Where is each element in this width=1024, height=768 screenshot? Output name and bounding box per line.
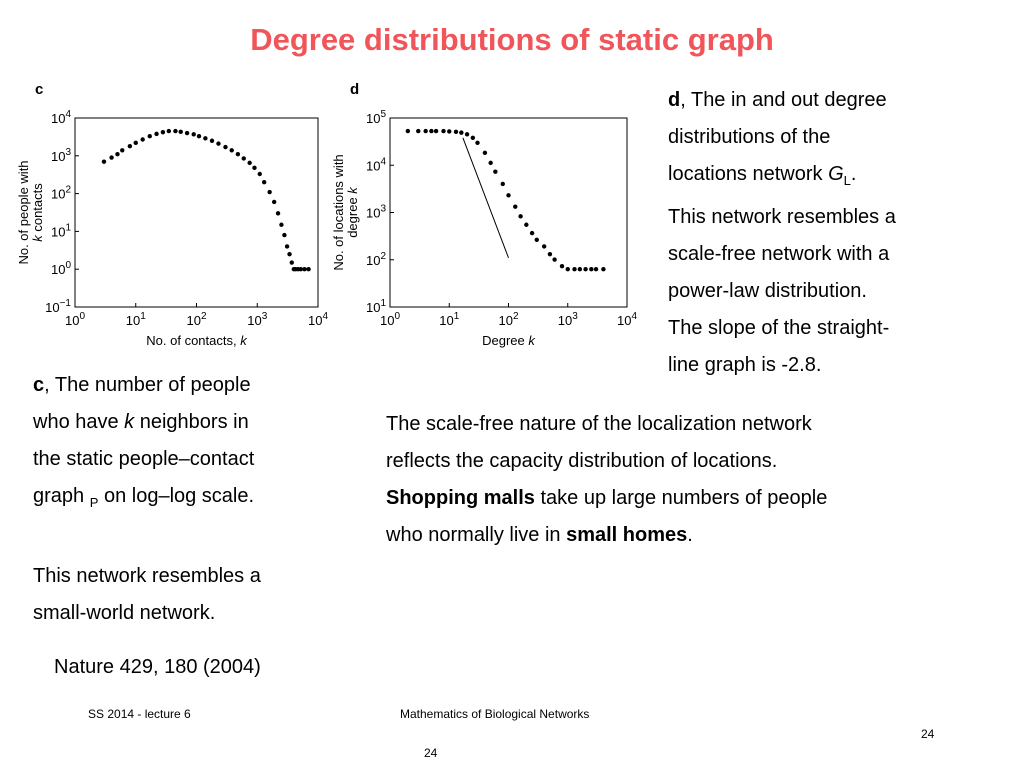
chart-c (10, 80, 340, 355)
data-point (506, 193, 510, 197)
caption-c-lead: c (33, 374, 45, 396)
caption-d-line (668, 156, 1018, 199)
caption-c-line (33, 478, 353, 521)
y-tick-label: $10^2$ (365, 250, 386, 268)
plot-frame (75, 118, 318, 307)
data-point (252, 166, 256, 170)
panel-label: c (35, 81, 44, 98)
data-point (542, 244, 546, 248)
data-point (258, 172, 262, 176)
caption-d-line: power-law distribution. (668, 280, 867, 302)
data-point (247, 161, 251, 165)
data-point (148, 134, 152, 138)
caption-c-line: the static people–contact (33, 448, 255, 470)
data-point (530, 231, 534, 235)
data-point (102, 159, 106, 163)
data-point (601, 267, 605, 271)
caption-d-line: The slope of the straight- (668, 317, 890, 339)
paragraph-text: who normally live in (386, 524, 567, 546)
data-point (192, 132, 196, 136)
paragraph-emphasis: Shopping malls (386, 487, 535, 509)
data-point (242, 156, 246, 160)
x-tick-label: $10^4$ (307, 311, 329, 328)
y-axis-label: No. of locations with (331, 154, 346, 271)
data-point (560, 264, 564, 268)
y-tick-label: $10^0$ (50, 260, 71, 278)
caption-c-text: neighbors in (134, 411, 249, 433)
figure-c (10, 80, 340, 355)
x-tick-label: $10^0$ (64, 311, 86, 328)
x-tick-label: $10^3$ (247, 311, 268, 328)
paragraph-text: . (687, 524, 693, 546)
data-point (566, 267, 570, 271)
data-point (299, 267, 303, 271)
data-point (115, 152, 119, 156)
data-point (471, 136, 475, 140)
caption-d-line: line graph is -2.8. (668, 354, 822, 376)
caption-c-line: This network resembles a (33, 565, 261, 587)
data-point (216, 141, 220, 145)
data-point (179, 130, 183, 134)
data-point (572, 267, 576, 271)
data-point (465, 132, 469, 136)
caption-d-text: , The in and out degree (680, 89, 887, 111)
data-point (423, 129, 427, 133)
caption-c-variable: k (124, 411, 135, 433)
data-point (282, 233, 286, 237)
caption-c-subscript: P (89, 495, 99, 510)
data-point (167, 129, 171, 133)
caption-c-spacer (33, 521, 353, 558)
caption-c-line (33, 404, 353, 441)
data-point (441, 129, 445, 133)
y-axis-label: degree k (345, 187, 360, 238)
x-axis-label: Degree k (482, 333, 535, 348)
data-point (197, 134, 201, 138)
data-point (272, 200, 276, 204)
caption-d-text: . (850, 163, 857, 185)
data-point (267, 190, 271, 194)
data-point (447, 129, 451, 133)
data-point (185, 131, 189, 135)
data-point (552, 257, 556, 261)
data-point (483, 151, 487, 155)
data-point (594, 267, 598, 271)
caption-c-line: small-world network. (33, 602, 216, 624)
data-point (285, 244, 289, 248)
data-point (501, 182, 505, 186)
data-point (306, 267, 310, 271)
data-point (475, 141, 479, 145)
y-axis-label-group (331, 154, 360, 270)
y-tick-label: $10^3$ (50, 146, 71, 164)
page-number-bottom: 24 (424, 746, 438, 760)
caption-d-text: locations network (668, 163, 829, 185)
data-point (236, 152, 240, 156)
y-tick-label: $10^1$ (365, 298, 386, 315)
data-point (230, 148, 234, 152)
caption-c-text: , The number of people (44, 374, 251, 396)
data-point (262, 180, 266, 184)
data-point (223, 145, 227, 149)
data-point (434, 129, 438, 133)
data-point (488, 161, 492, 165)
data-point (134, 141, 138, 145)
y-axis-label: No. of people with (16, 160, 31, 265)
body-paragraph (386, 406, 1016, 554)
data-point (140, 137, 144, 141)
citation: Nature 429, 180 (2004) (54, 656, 261, 678)
caption-d-subscript: L (843, 173, 851, 188)
paragraph-line (386, 480, 1016, 517)
data-point (173, 129, 177, 133)
data-point (493, 169, 497, 173)
footer-lecture: SS 2014 - lecture 6 (88, 707, 191, 721)
data-point (548, 252, 552, 256)
caption-d-line: This network resembles a (668, 206, 896, 228)
data-point (279, 223, 283, 227)
caption-c (33, 367, 353, 632)
data-point (290, 260, 294, 264)
data-point (416, 129, 420, 133)
data-point (109, 155, 113, 159)
data-point (154, 132, 158, 136)
y-tick-label: $10^4$ (365, 156, 386, 174)
data-point (203, 136, 207, 140)
x-tick-label: $10^1$ (125, 311, 146, 328)
data-point (524, 223, 528, 227)
y-tick-label: $10^2$ (50, 184, 71, 202)
data-point (120, 148, 124, 152)
chart-d (331, 80, 645, 355)
y-tick-label: $10^3$ (365, 203, 386, 221)
y-axis-label-group (16, 160, 45, 264)
x-tick-label: $10^4$ (616, 311, 638, 328)
paragraph-emphasis: small homes (566, 524, 688, 546)
x-tick-label: $10^0$ (379, 311, 401, 328)
fit-line (463, 138, 509, 258)
data-point (429, 129, 433, 133)
data-point (287, 252, 291, 256)
paragraph-line: The scale-free nature of the localization network (386, 413, 812, 435)
x-tick-label: $10^2$ (498, 311, 519, 328)
data-point (459, 130, 463, 134)
panel-label: d (350, 81, 360, 98)
x-tick-label: $10^2$ (186, 311, 207, 328)
slide-title: Degree distributions of static graph (250, 22, 774, 57)
caption-d-line (668, 82, 1018, 119)
caption-c-text: who have (33, 411, 125, 433)
y-tick-label: $10^{-1}$ (45, 298, 71, 315)
data-point (578, 267, 582, 271)
paragraph-text: take up large numbers of people (534, 487, 828, 509)
data-point (535, 238, 539, 242)
caption-c-text: on log–log scale. (98, 485, 255, 507)
data-point (454, 130, 458, 134)
y-tick-label: $10^1$ (50, 222, 71, 240)
paragraph-line (386, 517, 1016, 554)
y-tick-label: $10^5$ (365, 109, 386, 126)
caption-d-variable: G (828, 163, 844, 185)
x-axis-label: No. of contacts, k (146, 333, 247, 348)
data-point (302, 267, 306, 271)
data-point (161, 130, 165, 134)
y-axis-label: k contacts (30, 183, 45, 242)
figure-d (331, 80, 645, 355)
paragraph-line: reflects the capacity distribution of locations. (386, 450, 778, 472)
plot-frame (390, 118, 627, 307)
data-point (406, 129, 410, 133)
caption-c-line (33, 367, 353, 404)
caption-c-text: graph (33, 485, 90, 507)
data-point (589, 267, 593, 271)
footer-course: Mathematics of Biological Networks (400, 707, 590, 721)
page-number: 24 (921, 727, 935, 741)
data-point (513, 205, 517, 209)
data-point (583, 267, 587, 271)
data-point (128, 144, 132, 148)
data-point (210, 139, 214, 143)
caption-d-line: scale-free network with a (668, 243, 890, 265)
x-tick-label: $10^3$ (557, 311, 578, 328)
data-point (518, 214, 522, 218)
y-tick-label: $10^4$ (50, 109, 71, 126)
caption-d-line: distributions of the (668, 126, 831, 148)
caption-d (668, 82, 1018, 384)
data-point (276, 211, 280, 215)
caption-d-lead: d (668, 89, 681, 111)
x-tick-label: $10^1$ (439, 311, 460, 328)
